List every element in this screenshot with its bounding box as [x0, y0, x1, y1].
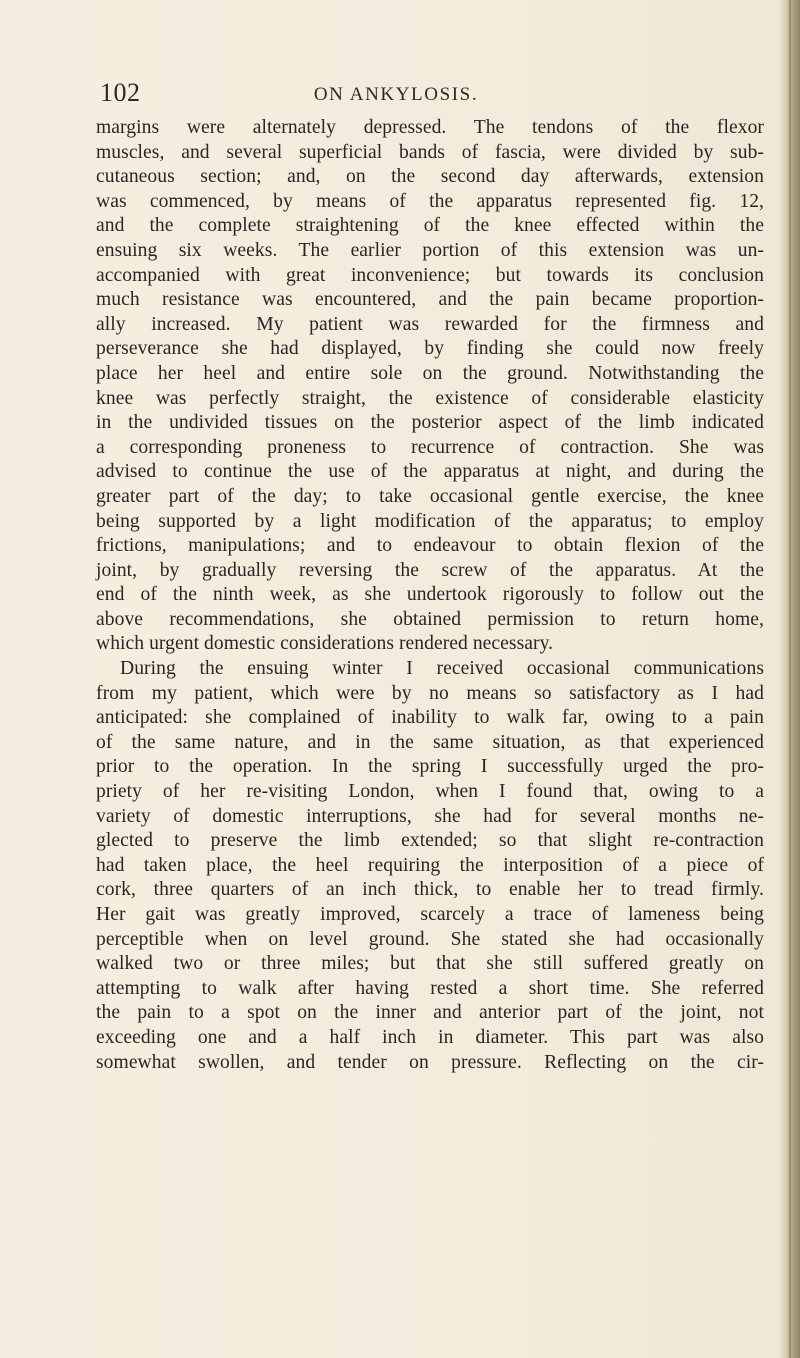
text-line: prior to the operation. In the spring I successfully urged the pro- [96, 756, 764, 778]
text-line: glected to preserve the limb extended; so that slight re-contraction [96, 830, 764, 852]
text-line: the pain to a spot on the inner and anterior part of the joint, not [96, 1002, 764, 1024]
text-line: much resistance was encountered, and the pain became proportion- [96, 289, 764, 311]
text-line: had taken place, the heel requiring the interposition of a piece of [96, 854, 764, 876]
text-line: ally increased. My patient was rewarded for the firmness and [96, 313, 764, 335]
text-line: exceeding one and a half inch in diameter. This part was also [96, 1026, 764, 1048]
text-line: being supported by a light modification of the apparatus; to employ [96, 510, 764, 532]
text-line: from my patient, which were by no means so satisfactory as I had [96, 682, 764, 704]
text-line: above recommendations, she obtained permission to return home, [96, 608, 764, 630]
text-line: perceptible when on level ground. She stated she had occasionally [96, 928, 764, 950]
text-line: frictions, manipulations; and to endeavour to obtain flexion of the [96, 535, 764, 557]
text-line: Her gait was greatly improved, scarcely a trace of lameness being [96, 904, 764, 925]
text-line: knee was perfectly straight, the existence of considerable elasticity [96, 387, 764, 409]
text-line: variety of domestic interruptions, she had for several months ne- [96, 805, 764, 827]
text-line: walked two or three miles; but that she still suffered greatly on [96, 953, 764, 975]
running-head-text: ON ANKYLOSIS. [313, 84, 479, 105]
text-line: a corresponding proneness to recurrence of contraction. She was [96, 436, 764, 458]
text-line: priety of her re-visiting London, when I found that, owing to a [96, 781, 764, 803]
text-line: place her heel and entire sole on the ground. Notwithstanding the [96, 362, 764, 384]
text-line: muscles, and several superficial bands of fascia, were divided by sub- [96, 141, 764, 163]
text-line: cork, three quarters of an inch thick, to enable her to tread firmly. [96, 879, 764, 901]
text-line: anticipated: she complained of inability to walk far, owing to a pain [96, 707, 764, 729]
text-line: was commenced, by means of the apparatus represented fig. 12, [96, 190, 764, 212]
text-line: margins were alternately depressed. The tendons of the flexor [96, 117, 764, 138]
text-line: attempting to walk after having rested a short time. She referred [96, 977, 764, 999]
page-number: 102 [100, 78, 141, 107]
text-line: in the undivided tissues on the posterior aspect of the limb indicated [96, 412, 764, 434]
text-line: which urgent domestic considerations rendered necessary. [96, 633, 554, 655]
text-line: joint, by gradually reversing the screw of the apparatus. At the [96, 559, 764, 581]
text-line: and the complete straightening of the knee effected within the [96, 215, 764, 237]
text-line: of the same nature, and in the same situation, as that experienced [96, 731, 764, 753]
body-text [96, 116, 764, 1075]
text-line: advised to continue the use of the apparatus at night, and during the [96, 461, 764, 483]
page-edge-line [789, 0, 791, 1358]
text-line: cutaneous section; and, on the second day afterwards, extension [96, 166, 764, 188]
text-line: end of the ninth week, as she undertook rigorously to follow out the [96, 584, 764, 606]
text-line: somewhat swollen, and tender on pressure. Reflecting on the cir- [96, 1051, 764, 1073]
text-line: greater part of the day; to take occasional gentle exercise, the knee [96, 485, 764, 507]
text-line: During the ensuing winter I received occasional communications [120, 658, 764, 680]
text-line: perseverance she had displayed, by finding she could now freely [96, 338, 764, 360]
running-head [0, 84, 800, 106]
text-line: accompanied with great inconvenience; but towards its conclusion [96, 264, 764, 286]
text-line: ensuing six weeks. The earlier portion of this extension was un- [96, 239, 764, 261]
